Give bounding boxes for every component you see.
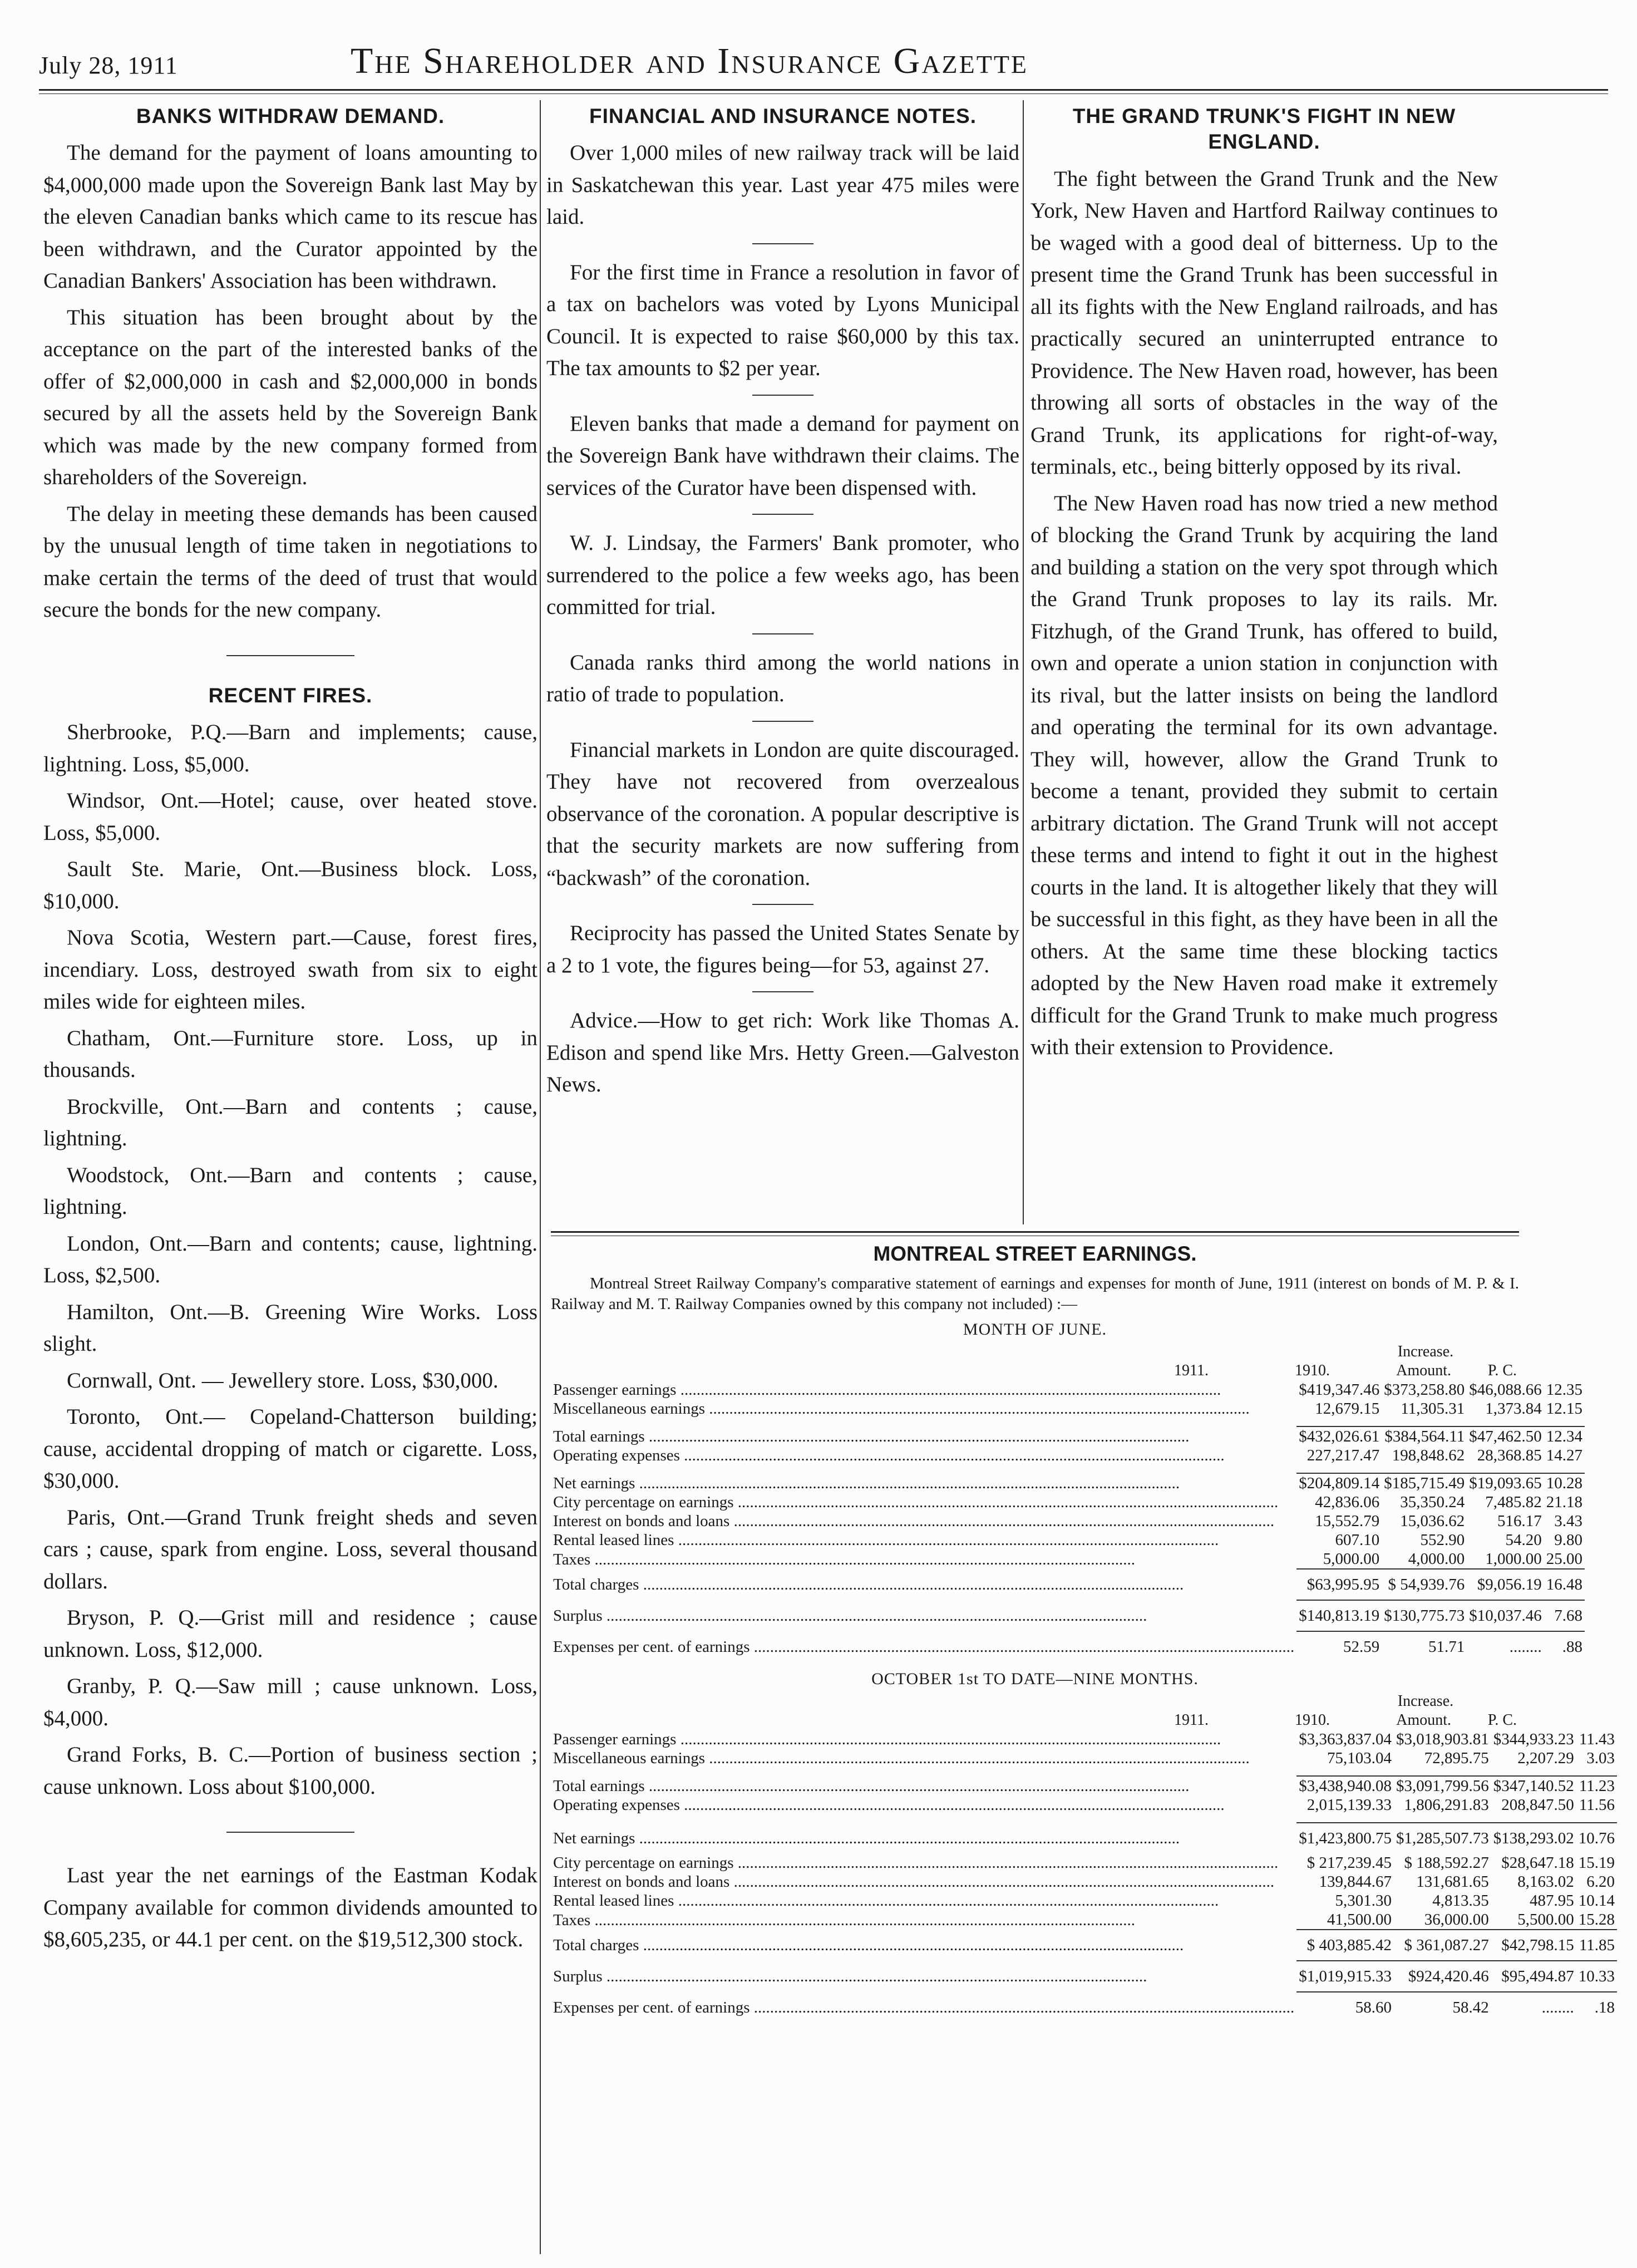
row-value: 10.76 [1576, 1823, 1617, 1853]
row-value: 11,305.31 [1401, 1400, 1465, 1418]
row-value: 54.20 [1505, 1531, 1542, 1549]
row-value: $344,933.23 [1493, 1730, 1574, 1748]
note-rule [752, 243, 813, 244]
row-label: City percentage on earnings ..... [551, 1853, 1296, 1872]
note-item: Reciprocity has passed the United States Senate by a 2 to 1 vote, the figures being—for 53, against 27. [546, 921, 1019, 977]
table-row [551, 1426, 1585, 1446]
fires-heading: RECENT FIRES. [208, 683, 373, 707]
row-value: 139,844.67 [1319, 1873, 1392, 1891]
table-row [551, 1961, 1617, 1992]
notes-heading: FINANCIAL AND INSURANCE NOTES. [589, 105, 977, 127]
table-row [551, 1749, 1617, 1768]
col-head: Amount. [1396, 1362, 1451, 1379]
note-rule [752, 514, 813, 515]
note-item: Advice.—How to get rich: Work like Thomas A. Edison and spend like Mrs. Hetty Green.—Galveston News. [546, 1008, 1019, 1097]
row-label: Passenger earnings ..... [551, 1380, 1296, 1399]
row-value: $3,363,837.04 [1299, 1730, 1392, 1748]
row-value: 198,848.62 [1392, 1447, 1465, 1464]
row-value: $347,140.52 [1491, 1776, 1576, 1795]
fire-item: Paris, Ont.—Grand Trunk freight sheds and seven cars ; cause, spark from engine. Loss, several thousand dollars. [43, 1505, 538, 1593]
row-value: 2,015,139.33 [1306, 1796, 1392, 1814]
row-value: 487.95 [1530, 1892, 1574, 1910]
row-value: 607.10 [1335, 1531, 1380, 1549]
row-value: $ 188,592.27 [1404, 1854, 1489, 1872]
fire-item: Hamilton, Ont.—B. Greening Wire Works. Loss slight. [43, 1300, 538, 1356]
row-value: $19,093.65 [1467, 1473, 1544, 1493]
table-row [551, 1872, 1617, 1891]
row-label: Expenses per cent. of earnings ..... [551, 1631, 1296, 1662]
fire-item: Woodstock, Ont.—Barn and contents ; cause, lightning. [43, 1163, 538, 1219]
row-value: 72,895.75 [1424, 1749, 1489, 1767]
row-value: 75,103.04 [1327, 1749, 1392, 1767]
fire-item: Nova Scotia, Western part.—Cause, forest fires, incendiary. Loss, destroyed swath from six to eight miles wide for eighteen miles. [43, 926, 538, 1014]
row-value: 15.28 [1578, 1911, 1615, 1928]
note-item: Eleven banks that made a demand for payment on the Sovereign Bank have withdrawn their claims. The services of the Curator have been dispensed with. [546, 411, 1019, 500]
row-value: 8,163.02 [1517, 1873, 1574, 1891]
grand-trunk-heading: THE GRAND TRUNK'S FIGHT IN NEW ENGLAND. [1072, 105, 1456, 154]
row-value: $42,798.15 [1491, 1930, 1576, 1961]
row-value: ........ [1491, 1992, 1576, 2023]
row-label: Surplus ..... [551, 1600, 1296, 1631]
row-gap [551, 1768, 1617, 1776]
fire-item: London, Ont.—Barn and contents; cause, lightning. Loss, $2,500. [43, 1231, 538, 1287]
table-row [551, 1631, 1585, 1662]
column-divider-2 [1023, 100, 1024, 1224]
row-value: $47,462.50 [1467, 1426, 1544, 1446]
row-value: $ 217,239.45 [1306, 1854, 1392, 1872]
row-value: 12.15 [1546, 1400, 1583, 1418]
row-label: Rental leased lines ..... [551, 1531, 1296, 1549]
row-value: ........ [1467, 1631, 1544, 1662]
fire-item: Granby, P. Q.—Saw mill ; cause unknown. Loss, $4,000. [43, 1674, 538, 1730]
row-value: $3,091,799.56 [1394, 1776, 1491, 1795]
row-value: 3.43 [1554, 1512, 1583, 1530]
note-rule [752, 633, 813, 634]
row-value: 7,485.82 [1485, 1493, 1542, 1511]
june-rows [551, 1380, 1585, 1662]
table-row [551, 1600, 1585, 1631]
row-value: $ 403,885.42 [1296, 1930, 1394, 1961]
row-gap [551, 1465, 1585, 1473]
section-rule [226, 1832, 354, 1833]
row-value: $140,813.19 [1296, 1600, 1382, 1631]
row-value: $138,293.02 [1491, 1823, 1576, 1853]
row-label: Taxes ..... [551, 1549, 1296, 1569]
note-item: For the first time in France a resolution in favor of a tax on bachelors was voted by Lyons Municipal Council. It is expected to raise $60,000 by this tax. The tax amounts to $2 per year. [546, 260, 1019, 381]
fire-item: Sherbrooke, P.Q.—Barn and implements; cause, lightning. Loss, $5,000. [43, 720, 538, 776]
table-row [551, 1776, 1617, 1795]
row-value: $1,423,800.75 [1296, 1823, 1394, 1853]
table-row [551, 1992, 1617, 2023]
note-item: W. J. Lindsay, the Farmers' Bank promoter, who surrendered to the police a few weeks ago, has been committed for trial. [546, 531, 1019, 619]
row-value: $432,026.61 [1296, 1426, 1382, 1446]
row-value: $185,715.49 [1382, 1473, 1467, 1493]
row-value: $130,775.73 [1382, 1600, 1467, 1631]
masthead [39, 39, 1608, 83]
row-value: 4,813.35 [1432, 1892, 1489, 1910]
row-value: 58.60 [1296, 1992, 1394, 2023]
row-value: 15.19 [1578, 1854, 1615, 1872]
table-row [551, 1910, 1617, 1930]
issue-date: July 28, 1911 [39, 52, 178, 79]
row-value: $3,438,940.08 [1296, 1776, 1394, 1795]
row-label: Total earnings ..... [551, 1776, 1296, 1795]
table-row [551, 1531, 1585, 1549]
row-value: 4,000.00 [1408, 1550, 1465, 1568]
row-label: Surplus ..... [551, 1961, 1296, 1992]
row-value: $419,347.46 [1299, 1381, 1380, 1399]
row-value: 5,301.30 [1335, 1892, 1392, 1910]
row-label: Total charges ..... [551, 1930, 1296, 1961]
nine-months-rows [551, 1730, 1617, 2023]
fire-item: Cornwall, Ont. — Jewellery store. Loss, $30,000. [67, 1368, 499, 1393]
note-rule [752, 991, 813, 992]
row-value: 5,500.00 [1517, 1911, 1574, 1928]
table-row [551, 1795, 1617, 1814]
row-label: Net earnings ..... [551, 1823, 1296, 1853]
row-value: 1,373.84 [1485, 1400, 1542, 1418]
row-value: $46,088.66 [1469, 1381, 1542, 1399]
row-label: Miscellaneous earnings ..... [551, 1399, 1296, 1418]
nine-months-title: OCTOBER 1st TO DATE—NINE MONTHS. [871, 1670, 1199, 1688]
row-value: 10.14 [1578, 1892, 1615, 1910]
row-value: 11.56 [1579, 1796, 1615, 1814]
fire-item: Sault Ste. Marie, Ont.—Business block. Loss, $10,000. [43, 857, 538, 913]
fire-item: Brockville, Ont.—Barn and contents ; cause, lightning. [43, 1094, 538, 1150]
column-1 [43, 100, 538, 1960]
row-value: 12.34 [1544, 1426, 1585, 1446]
table-row [551, 1549, 1585, 1569]
row-label: Passenger earnings ..... [551, 1730, 1296, 1749]
row-value: 51.71 [1382, 1631, 1467, 1662]
grand-trunk-paragraph: The New Haven road has now tried a new method of blocking the Grand Trunk by acquiring the land and building a station on the very spot through which the Grand Trunk proposes to lay its rails. Mr. Fitzhugh, of the Grand Trunk, has offered to build, own and operate a union station in conjunction with its rival, but the latter insists on being the landlord and operating the terminal for its own advantage. They will, however, allow the Grand Trunk to become a tenant, provided they submit to certain arbitrary dictation. The Grand Trunk will not accept these terms and intend to fight it out in the highest courts in the land. It is altogether likely that they will be successful in this fight, as they have been in all the others. At the same time these blocking tactics adopted by the New Haven road make it extremely difficult for the Grand Trunk to make much progress with their extension to Providence. [1030, 491, 1498, 1059]
row-value: 7.68 [1544, 1600, 1585, 1631]
table-row [551, 1380, 1585, 1399]
fire-item: Bryson, P. Q.—Grist mill and residence ; cause unknown. Loss, $12,000. [43, 1606, 538, 1662]
row-value: $924,420.46 [1394, 1961, 1491, 1992]
note-rule [752, 721, 813, 722]
row-value: 10.33 [1576, 1961, 1617, 1992]
row-value: 5,000.00 [1323, 1550, 1380, 1568]
row-value: 58.42 [1394, 1992, 1491, 2023]
nine-months-table [551, 1692, 1519, 1730]
row-value: 227,217.47 [1306, 1447, 1380, 1464]
earnings-intro: Montreal Street Railway Company's comparative statement of earnings and expenses for month of June, 1911 (interest on bonds of M. P. & I. Railway and M. T. Railway Companies owned by this company not included) :— [551, 1275, 1519, 1313]
row-value: 11.23 [1576, 1776, 1617, 1795]
row-value: 15,036.62 [1400, 1512, 1465, 1530]
row-value: $3,018,903.81 [1396, 1730, 1489, 1748]
table-row [551, 1891, 1617, 1910]
banks-heading: BANKS WITHDRAW DEMAND. [136, 105, 445, 127]
row-label: City percentage on earnings ..... [551, 1493, 1296, 1512]
row-value: 131,681.65 [1416, 1873, 1489, 1891]
col-head: 1910. [1295, 1711, 1330, 1729]
fire-item: Grand Forks, B. C.—Portion of business section ; cause unknown. Loss about $100,000. [43, 1743, 538, 1799]
row-label: Operating expenses ..... [551, 1795, 1296, 1814]
row-value: 12.35 [1546, 1381, 1583, 1399]
table-row [551, 1512, 1585, 1531]
row-label: Expenses per cent. of earnings ..... [551, 1992, 1296, 2023]
row-value: 1,000.00 [1485, 1550, 1542, 1568]
masthead-rule [39, 89, 1608, 91]
row-value: $204,809.14 [1296, 1473, 1382, 1493]
row-value: 552.90 [1420, 1531, 1465, 1549]
table-row [551, 1399, 1585, 1418]
row-value: 2,207.29 [1517, 1749, 1574, 1767]
fire-item: Chatham, Ont.—Furniture store. Loss, up in thousands. [43, 1026, 538, 1082]
row-value: $10,037.46 [1467, 1600, 1544, 1631]
table-row [551, 1730, 1617, 1749]
row-value: $384,564.11 [1382, 1426, 1467, 1446]
increase-label: Increase. [1397, 1693, 1454, 1710]
row-value: 11.43 [1579, 1730, 1615, 1748]
row-value: 36,000.00 [1424, 1911, 1489, 1928]
column-2 [546, 100, 1019, 1105]
column-3 [1030, 100, 1498, 1068]
row-value: $95,494.87 [1491, 1961, 1576, 1992]
row-value: 52.59 [1296, 1631, 1382, 1662]
row-value: $ 361,087.27 [1394, 1930, 1491, 1961]
col-head: Amount. [1396, 1711, 1451, 1729]
note-item: Over 1,000 miles of new railway track will be laid in Saskatchewan this year. Last year 475 miles were laid. [546, 141, 1019, 229]
col-head: 1911. [1174, 1362, 1209, 1379]
row-label: Interest on bonds and loans ..... [551, 1512, 1296, 1531]
row-value: $ 54,939.76 [1382, 1569, 1467, 1600]
row-value: 21.18 [1546, 1493, 1583, 1511]
note-rule [752, 904, 813, 905]
banks-paragraph: The delay in meeting these demands has been caused by the unusual length of time taken in negotiations to make certain the terms of the deed of trust that would secure the bonds for the new company. [43, 501, 538, 622]
row-value: 25.00 [1546, 1550, 1583, 1568]
table-row [551, 1930, 1617, 1961]
earnings-heading: MONTREAL STREET EARNINGS. [873, 1242, 1197, 1265]
row-value: 1,806,291.83 [1404, 1796, 1489, 1814]
row-label: Miscellaneous earnings ..... [551, 1749, 1296, 1768]
row-value: 35,350.24 [1400, 1493, 1465, 1511]
col-head: P. C. [1487, 1711, 1517, 1729]
banks-paragraph: The demand for the payment of loans amounting to $4,000,000 made upon the Sovereign Bank last May by the eleven Canadian banks which came to its rescue has been withdrawn, and the Curator appointed by the Canadian Bankers' Association has been withdrawn. [43, 141, 538, 293]
row-value: 15,552.79 [1315, 1512, 1380, 1530]
june-table [551, 1342, 1519, 1380]
row-label: Taxes ..... [551, 1910, 1296, 1930]
row-value: $1,019,915.33 [1296, 1961, 1394, 1992]
row-label: Interest on bonds and loans ..... [551, 1872, 1296, 1891]
row-value: $1,285,507.73 [1394, 1823, 1491, 1853]
fire-item: Windsor, Ont.—Hotel; cause, over heated stove. Loss, $5,000. [43, 789, 538, 845]
note-item: Canada ranks third among the world nations in ratio of trade to population. [546, 650, 1019, 707]
table-rule [551, 1231, 1519, 1233]
column-divider-1 [540, 100, 541, 2254]
earnings-section [551, 1242, 1615, 2023]
row-value: $63,995.95 [1296, 1569, 1382, 1600]
table-row [551, 1823, 1617, 1853]
row-value: 12,679.15 [1315, 1400, 1380, 1418]
publication-title: The Shareholder and Insurance Gazette [351, 41, 1029, 81]
col-head: 1911. [1174, 1711, 1209, 1729]
kodak-note: Last year the net earnings of the Eastman Kodak Company available for common dividends amounted to $8,605,235, or 44.1 per cent. on the $19,512,300 stock. [43, 1863, 538, 1951]
row-value: 9.80 [1554, 1531, 1583, 1549]
row-value: 14.27 [1546, 1447, 1583, 1464]
june-title: MONTH OF JUNE. [963, 1320, 1107, 1339]
row-label: Rental leased lines ..... [551, 1891, 1296, 1910]
note-item: Financial markets in London are quite discouraged. They have not recovered from overzealous observance of the coronation. A popular descriptive is that the security markets are now suffering from “backwash” of the coronation. [546, 737, 1019, 890]
section-rule [226, 655, 354, 656]
col-head: 1910. [1295, 1362, 1330, 1379]
row-value: .88 [1544, 1631, 1585, 1662]
row-label: Total charges ..... [551, 1569, 1296, 1600]
row-value: 6.20 [1586, 1873, 1615, 1891]
row-value: 208,847.50 [1501, 1796, 1574, 1814]
row-value: 11.85 [1576, 1930, 1617, 1961]
table-row [551, 1473, 1585, 1493]
table-row [551, 1569, 1585, 1600]
row-value: 10.28 [1544, 1473, 1585, 1493]
grand-trunk-paragraph: The fight between the Grand Trunk and the New York, New Haven and Hartford Railway continues to be waged with a good deal of bitterness. Up to the present time the Grand Trunk has been successful in all its fights with the New England railroads, and has practically secured an uninterrupted entrance to Providence. The New Haven road, however, has been throwing all sorts of obstacles in the way of the Grand Trunk, its applications for right-of-way, terminals, etc., being bitterly opposed by its rival. [1030, 166, 1498, 479]
row-value: $28,647.18 [1501, 1854, 1574, 1872]
banks-paragraph: This situation has been brought about by the acceptance on the part of the interested banks of the offer of $2,000,000 in cash and $2,000,000 in bonds secured by all the assets held by the Sovereign Bank which was made by the new company formed from shareholders of the Sovereign. [43, 305, 538, 490]
row-gap [551, 1418, 1585, 1426]
row-value: 28,368.85 [1477, 1447, 1542, 1464]
row-gap [551, 1814, 1617, 1823]
row-value: $373,258.80 [1384, 1381, 1465, 1399]
col-head: P. C. [1487, 1362, 1517, 1379]
note-rule [752, 395, 813, 396]
row-value: 16.48 [1544, 1569, 1585, 1600]
increase-label: Increase. [1397, 1343, 1454, 1360]
row-label: Net earnings ..... [551, 1473, 1296, 1493]
row-label: Operating expenses ..... [551, 1446, 1296, 1465]
row-value: 3.03 [1586, 1749, 1615, 1767]
fire-item: Toronto, Ont.— Copeland-Chatterson building; cause, accidental dropping of match or cigarette. Loss, $30,000. [43, 1405, 538, 1493]
row-value: 42,836.06 [1315, 1493, 1380, 1511]
row-value: .18 [1576, 1992, 1617, 2023]
table-row [551, 1446, 1585, 1465]
row-value: 41,500.00 [1327, 1911, 1392, 1928]
row-value: 516.17 [1497, 1512, 1542, 1530]
table-row [551, 1853, 1617, 1872]
table-row [551, 1493, 1585, 1512]
row-value: $9,056.19 [1467, 1569, 1544, 1600]
row-label: Total earnings ..... [551, 1426, 1296, 1446]
